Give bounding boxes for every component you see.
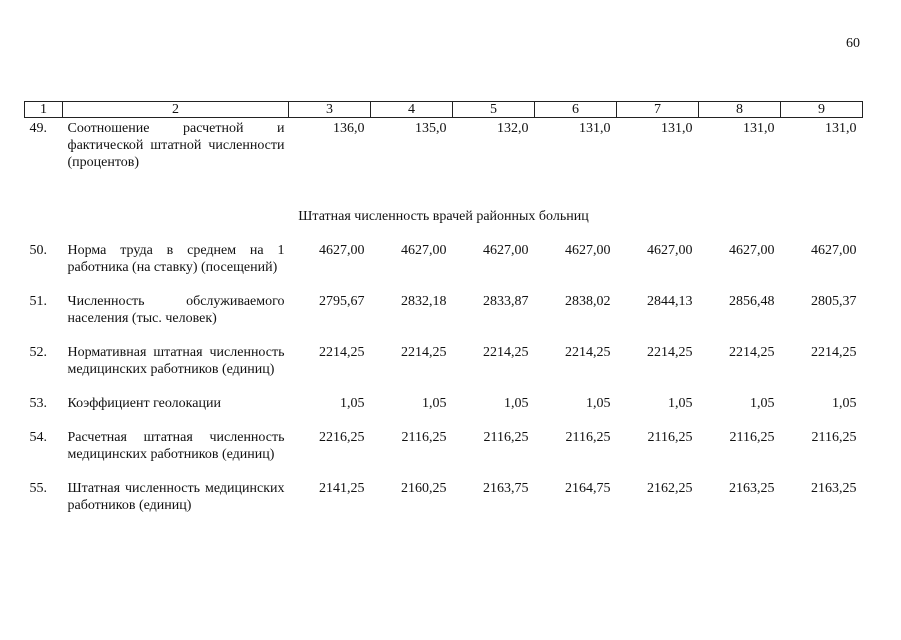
- row-label: Норма труда в среднем на 1 работника (на ставку) (посещений): [67, 243, 285, 275]
- row-value: 1,05: [586, 396, 611, 411]
- row-value: 2116,25: [483, 430, 529, 445]
- table-row: [25, 344, 863, 395]
- row-value: 2838,02: [565, 294, 611, 309]
- row-value: 2214,25: [319, 345, 365, 360]
- row-value: 2163,75: [483, 481, 529, 496]
- row-value: 2163,25: [811, 481, 857, 496]
- row-value: 1,05: [504, 396, 529, 411]
- row-value: 2216,25: [319, 430, 365, 445]
- row-value: 4627,00: [647, 243, 693, 258]
- row-value: 2116,25: [401, 430, 447, 445]
- row-value: 4627,00: [565, 243, 611, 258]
- row-label: Штатная численность медицинских работников (единиц): [67, 481, 285, 513]
- row-label: Численность обслуживаемого населения (тыс. человек): [67, 294, 285, 326]
- row-value: 1,05: [832, 396, 857, 411]
- row-value: 2160,25: [401, 481, 447, 496]
- row-value: 2214,25: [811, 345, 857, 360]
- row-value: 4627,00: [729, 243, 775, 258]
- row-value: 131,0: [743, 121, 775, 136]
- row-number: 49.: [29, 121, 47, 136]
- row-value: 131,0: [825, 121, 857, 136]
- section-title: Штатная численность врачей районных больниц: [298, 209, 589, 224]
- header-cell: 3: [289, 102, 371, 118]
- row-label: Коэффициент геолокации: [67, 396, 221, 411]
- row-number: 55.: [29, 481, 47, 496]
- table-row: [25, 480, 863, 531]
- table-row: [25, 293, 863, 344]
- row-value: 2116,25: [565, 430, 611, 445]
- row-value: 2805,37: [811, 294, 857, 309]
- header-cell: 7: [617, 102, 699, 118]
- table-row: [25, 395, 863, 429]
- row-value: 2164,75: [565, 481, 611, 496]
- row-value: 4627,00: [401, 243, 447, 258]
- header-cell: 8: [699, 102, 781, 118]
- row-value: 4627,00: [811, 243, 857, 258]
- row-label: Расчетная штатная численность медицинских работников (единиц): [67, 430, 285, 462]
- row-value: 136,0: [333, 121, 365, 136]
- table-header: [25, 102, 863, 118]
- row-value: 2214,25: [647, 345, 693, 360]
- row-value: 2856,48: [729, 294, 775, 309]
- header-cell: 9: [781, 102, 863, 118]
- row-value: 135,0: [415, 121, 447, 136]
- table-row: [25, 429, 863, 480]
- row-number: 52.: [29, 345, 47, 360]
- row-value: 2116,25: [729, 430, 775, 445]
- row-value: 1,05: [340, 396, 365, 411]
- row-label: Соотношение расчетной и фактической штатной численности (процентов): [67, 121, 285, 170]
- row-value: 2214,25: [729, 345, 775, 360]
- row-value: 2795,67: [319, 294, 365, 309]
- row-value: 2214,25: [483, 345, 529, 360]
- row-number: 50.: [29, 243, 47, 258]
- row-value: 1,05: [750, 396, 775, 411]
- row-value: 2141,25: [319, 481, 365, 496]
- page-number: 60: [846, 36, 860, 51]
- row-number: 53.: [29, 396, 47, 411]
- row-value: 4627,00: [319, 243, 365, 258]
- row-value: 2214,25: [565, 345, 611, 360]
- header-cell: 5: [453, 102, 535, 118]
- row-value: 131,0: [661, 121, 693, 136]
- row-value: 2162,25: [647, 481, 693, 496]
- header-cell: 4: [371, 102, 453, 118]
- row-number: 51.: [29, 294, 47, 309]
- header-cell: 1: [25, 102, 63, 118]
- row-value: 2832,18: [401, 294, 447, 309]
- row-value: 1,05: [668, 396, 693, 411]
- row-label: Нормативная штатная численность медицинских работников (единиц): [67, 345, 285, 377]
- row-value: 4627,00: [483, 243, 529, 258]
- row-value: 1,05: [422, 396, 447, 411]
- staffing-table: [24, 101, 863, 531]
- table-row: [25, 118, 863, 189]
- header-cell: 6: [535, 102, 617, 118]
- row-value: 2844,13: [647, 294, 693, 309]
- row-value: 2116,25: [647, 430, 693, 445]
- section-row: [25, 188, 863, 242]
- row-value: 2116,25: [811, 430, 857, 445]
- header-row: [25, 102, 863, 118]
- row-value: 2214,25: [401, 345, 447, 360]
- row-value: 131,0: [579, 121, 611, 136]
- table-row: [25, 242, 863, 293]
- header-cell: 2: [63, 102, 289, 118]
- row-value: 2163,25: [729, 481, 775, 496]
- row-number: 54.: [29, 430, 47, 445]
- row-value: 132,0: [497, 121, 529, 136]
- row-value: 2833,87: [483, 294, 529, 309]
